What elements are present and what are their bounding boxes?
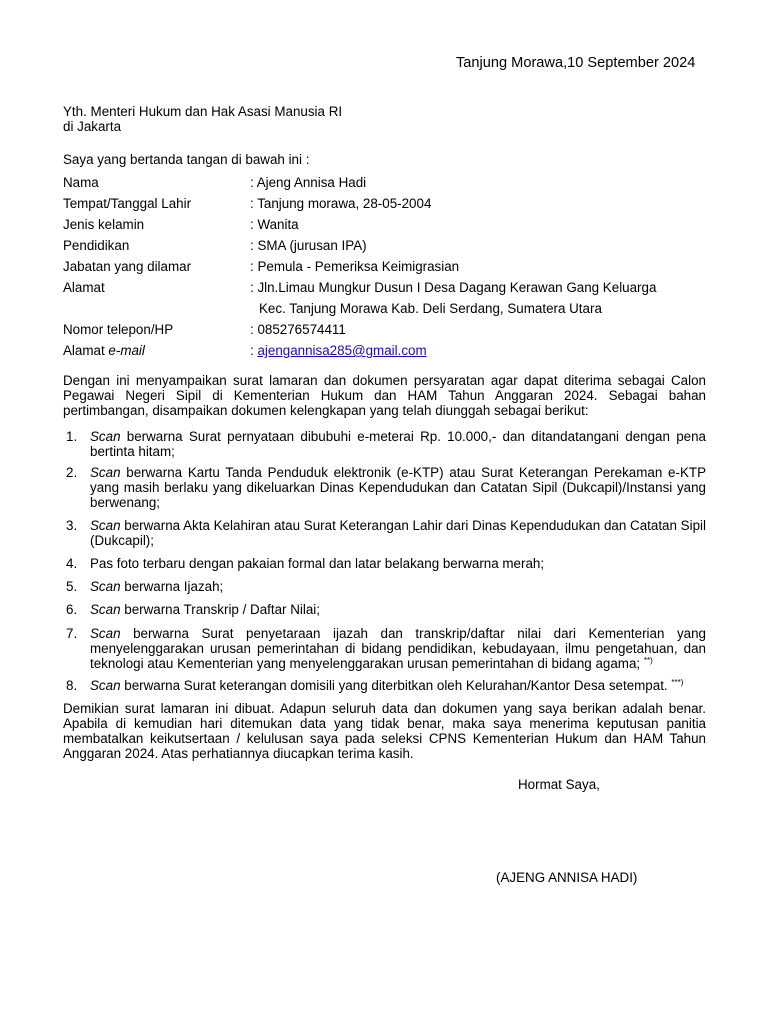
list-text [90, 518, 706, 548]
field-value: : Jln.Limau Mungkur Dusun I Desa Dagang Kerawan Gang Keluarga [250, 280, 657, 295]
field-label: Tempat/Tanggal Lahir [63, 196, 192, 211]
list-number: 2. [66, 465, 78, 480]
list-number: 4. [66, 556, 78, 571]
intro-text: Saya yang bertanda tangan di bawah ini : [63, 152, 310, 167]
list-body: berwarna Transkrip / Daftar Nilai; [120, 602, 320, 617]
field-label: Pendidikan [63, 238, 130, 253]
list-italic: Scan [90, 518, 121, 533]
footnote-marker: ***) [671, 678, 684, 687]
list-italic: Scan [90, 626, 121, 641]
letter-date: Tanjung Morawa,10 September 2024 [456, 55, 696, 71]
field-value-line-2: Kec. Tanjung Morawa Kab. Deli Serdang, Sumatera Utara [259, 301, 602, 316]
field-jabatan [63, 259, 713, 280]
list-text [90, 602, 706, 617]
field-value: : Wanita [250, 217, 299, 232]
list-number: 7. [66, 626, 78, 641]
field-label: Jenis kelamin [63, 217, 145, 232]
list-italic: Scan [90, 465, 121, 480]
field-label [63, 343, 145, 358]
field-telepon [63, 322, 713, 343]
signature-name: (AJENG ANNISA HADI) [496, 870, 638, 885]
field-label: Alamat [63, 280, 105, 295]
list-body: berwarna Surat pernyataan dibubuhi e-meterai Rp. 10.000,- dan ditandatangani dengan pena bertinta hitam; [90, 429, 706, 459]
field-alamat [63, 280, 713, 322]
list-italic: Scan [90, 429, 121, 444]
recipient-block [63, 104, 342, 134]
list-body: berwarna Akta Kelahiran atau Surat Keterangan Lahir dari Dinas Kependudukan dan Catatan Sipil (Dukcapil); [90, 518, 706, 548]
list-text [90, 556, 706, 571]
list-italic: Scan [90, 602, 121, 617]
recipient-line-2: di Jakarta [63, 119, 122, 134]
list-number: 1. [66, 429, 78, 444]
list-body: berwarna Surat penyetaraan ijazah dan transkrip/daftar nilai dari Kementerian yang menyelenggarakan urusan pemerintahan di bidang pendidikan, kebudayaan, ilmu pengetahuan, dan teknologi atau Kementerian yang menyelenggarakan urusan pemerintahan di bidang agama; [90, 626, 706, 671]
field-label: Nomor telepon/HP [63, 322, 174, 337]
list-text [90, 579, 706, 594]
recipient-line-1: Yth. Menteri Hukum dan Hak Asasi Manusia RI [63, 104, 343, 119]
list-italic: Scan [90, 678, 121, 693]
paragraph-closing: Demikian surat lamaran ini dibuat. Adapun seluruh data dan dokumen yang saya berikan adalah benar. Apabila di kemudian hari ditemukan data yang tidak benar, maka saya menerima keputusan panitia membatalkan keikutsertaan / kelulusan saya pada seleksi CPNS Kementerian Hukum dan HAM Tahun Anggaran 2024. Atas perhatiannya diucapkan terima kasih. [63, 701, 706, 761]
field-value: : SMA (jurusan IPA) [250, 238, 367, 253]
field-ttl [63, 196, 713, 217]
field-value: : Ajeng Annisa Hadi [250, 175, 367, 190]
list-number: 6. [66, 602, 78, 617]
field-value: : Tanjung morawa, 28-05-2004 [250, 196, 432, 211]
list-number: 5. [66, 579, 78, 594]
email-label-italic: e-mail [108, 343, 145, 358]
list-text [90, 465, 706, 510]
email-label-plain: Alamat [63, 343, 109, 358]
list-number: 3. [66, 518, 78, 533]
list-text [90, 429, 706, 459]
field-value: : Pemula - Pemeriksa Keimigrasian [250, 259, 460, 274]
field-nama [63, 175, 713, 196]
footnote-marker: **) [643, 656, 653, 665]
list-body: berwarna Ijazah; [120, 579, 224, 594]
list-body: berwarna Kartu Tanda Penduduk elektronik (e-KTP) atau Surat Keterangan Perekaman e-KTP yang masih berlaku yang dikeluarkan Dinas Kependudukan dan Catatan Sipil (Dukcapil)/Instansi yang berwenang; [90, 465, 706, 510]
list-body: berwarna Surat keterangan domisili yang diterbitkan oleh Kelurahan/Kantor Desa setempat. [120, 678, 672, 693]
list-text [90, 626, 706, 671]
email-link[interactable]: ajengannisa285@gmail.com [257, 343, 427, 358]
list-body: Pas foto terbaru dengan pakaian formal dan latar belakang berwarna merah; [90, 556, 545, 571]
field-value: : 085276574411 [250, 322, 346, 337]
email-colon: : [250, 343, 258, 358]
list-text [90, 678, 706, 693]
closing-salutation: Hormat Saya, [518, 777, 600, 792]
list-number: 8. [66, 678, 78, 693]
field-pendidikan [63, 238, 713, 259]
field-jenis-kelamin [63, 217, 713, 238]
field-email [63, 343, 713, 364]
list-italic: Scan [90, 579, 121, 594]
field-value [250, 343, 427, 358]
field-label: Jabatan yang dilamar [63, 259, 192, 274]
field-label: Nama [63, 175, 99, 190]
paragraph-opening: Dengan ini menyampaikan surat lamaran dan dokumen persyaratan agar dapat diterima sebagai Calon Pegawai Negeri Sipil di Kementerian Hukum dan HAM Tahun Anggaran 2024. Sebagai bahan pertimbangan, disampaikan dokumen kelengkapan yang telah diunggah sebagai berikut: [63, 373, 706, 418]
